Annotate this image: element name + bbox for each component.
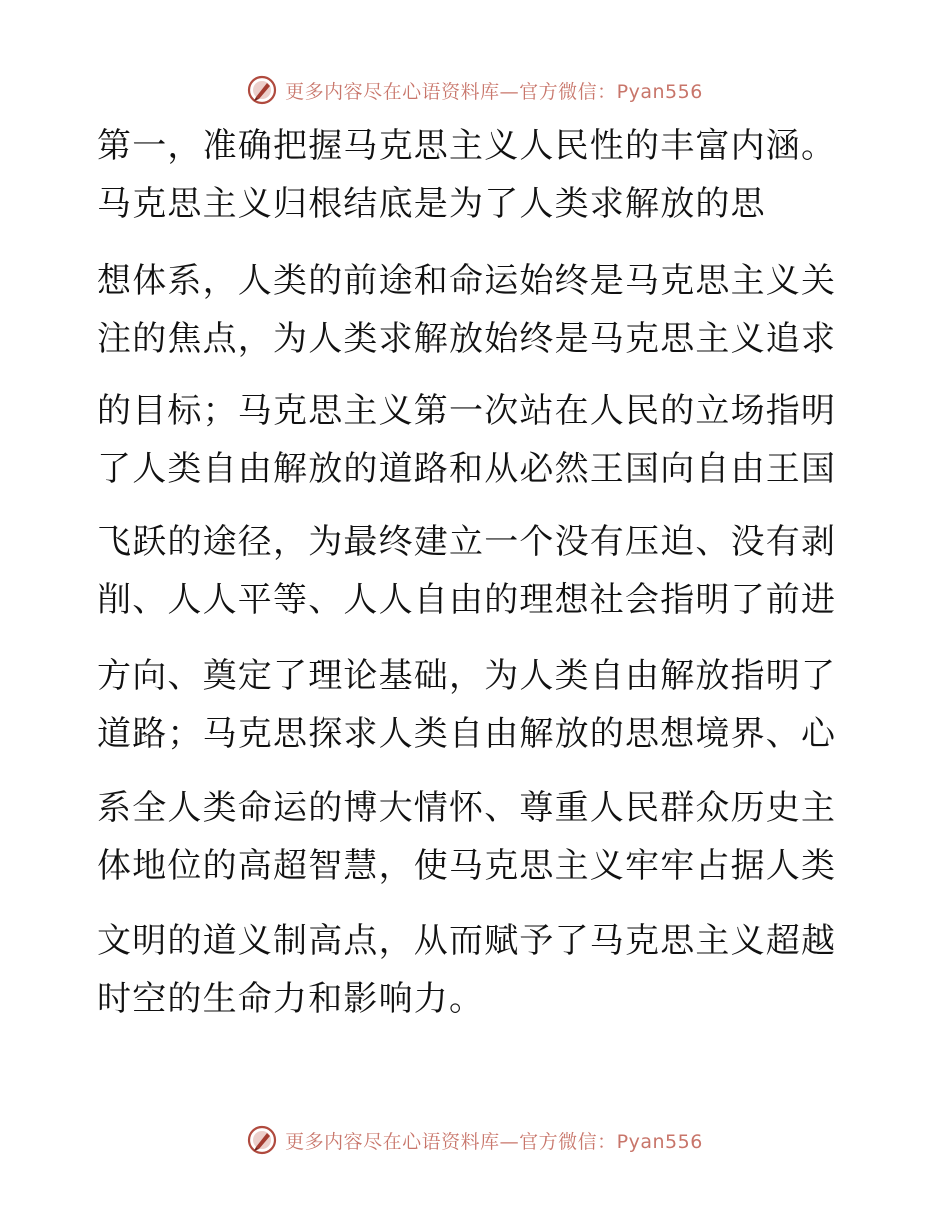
banner-text [285, 77, 703, 104]
footer-banner [0, 1120, 950, 1160]
text-line: 道路；马克思探求人类自由解放的思想境界、心 [97, 714, 837, 754]
banner-wechat-id: Pyan556 [616, 1130, 703, 1153]
text-line: 的目标；马克思主义第一次站在人民的立场指明 [97, 391, 837, 431]
text-line: 注的焦点，为人类求解放始终是马克思主义追求 [97, 319, 837, 359]
text-line: 第一，准确把握马克思主义人民性的丰富内涵。 [97, 126, 837, 166]
text-line: 文明的道义制高点，从而赋予了马克思主义超越 [97, 921, 837, 961]
banner-wechat-id: Pyan556 [616, 80, 703, 103]
text-line: 想体系，人类的前途和命运始终是马克思主义关 [97, 261, 837, 301]
header-banner-content [247, 75, 703, 105]
footer-banner-content [247, 1125, 703, 1155]
text-line: 系全人类命运的博大情怀、尊重人民群众历史主 [97, 788, 837, 828]
pen-logo-icon [247, 1125, 277, 1155]
text-line: 时空的生命力和影响力。 [97, 979, 485, 1019]
text-line: 方向、奠定了理论基础，为人类自由解放指明了 [97, 656, 837, 696]
text-line: 了人类自由解放的道路和从必然王国向自由王国 [97, 449, 837, 489]
text-line: 马克思主义归根结底是为了人类求解放的思 [97, 184, 766, 224]
banner-text [285, 1127, 703, 1154]
header-banner [0, 70, 950, 110]
pen-logo-icon [247, 75, 277, 105]
text-line: 削、人人平等、人人自由的理想社会指明了前进 [97, 580, 837, 620]
banner-message: 更多内容尽在心语资料库—官方微信： [285, 80, 617, 103]
text-line: 飞跃的途径，为最终建立一个没有压迫、没有剥 [97, 522, 837, 562]
banner-message: 更多内容尽在心语资料库—官方微信： [285, 1130, 617, 1153]
text-line: 体地位的高超智慧，使马克思主义牢牢占据人类 [97, 846, 837, 886]
